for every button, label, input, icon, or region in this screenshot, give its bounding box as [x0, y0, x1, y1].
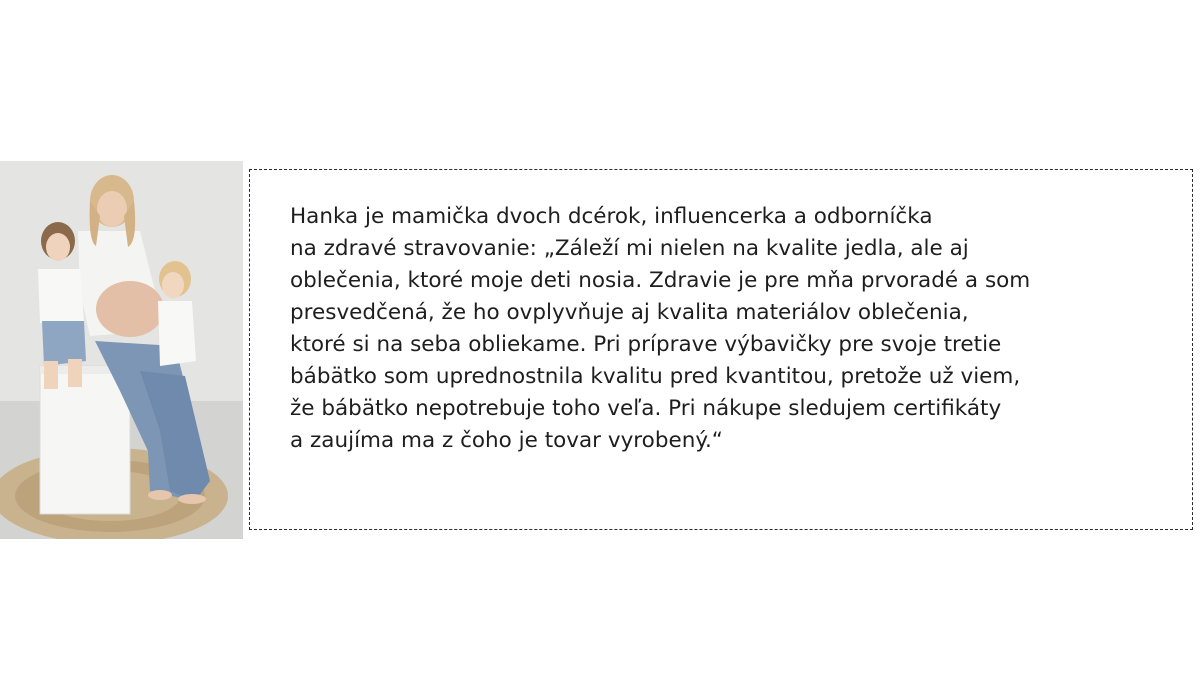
quote-line: bábätko som uprednostnila kvalitu pred kvantitou, pretože už viem, [290, 364, 1021, 389]
quote-line: Hanka je mamička dvoch dcérok, influencerka a odborníčka [290, 204, 933, 229]
quote-line: presvedčená, že ho ovplyvňuje aj kvalita materiálov oblečenia, [290, 300, 969, 325]
family-photo-illustration [0, 161, 243, 539]
quote-line: že bábätko nepotrebuje toho veľa. Pri nákupe sledujem certifikáty [290, 396, 1002, 421]
family-photo [0, 161, 243, 539]
quote-line: oblečenia, ktoré moje deti nosia. Zdravie je pre mňa prvoradé a som [290, 268, 1031, 293]
quote-text [290, 201, 1170, 457]
quote-box [249, 169, 1193, 530]
quote-line: na zdravé stravovanie: „Záleží mi nielen na kvalite jedla, ale aj [290, 236, 969, 261]
quote-line: ktoré si na seba obliekame. Pri príprave výbavičky pre svoje tretie [290, 332, 1002, 357]
quote-line: a zaujíma ma z čoho je tovar vyrobený.“ [290, 428, 723, 453]
